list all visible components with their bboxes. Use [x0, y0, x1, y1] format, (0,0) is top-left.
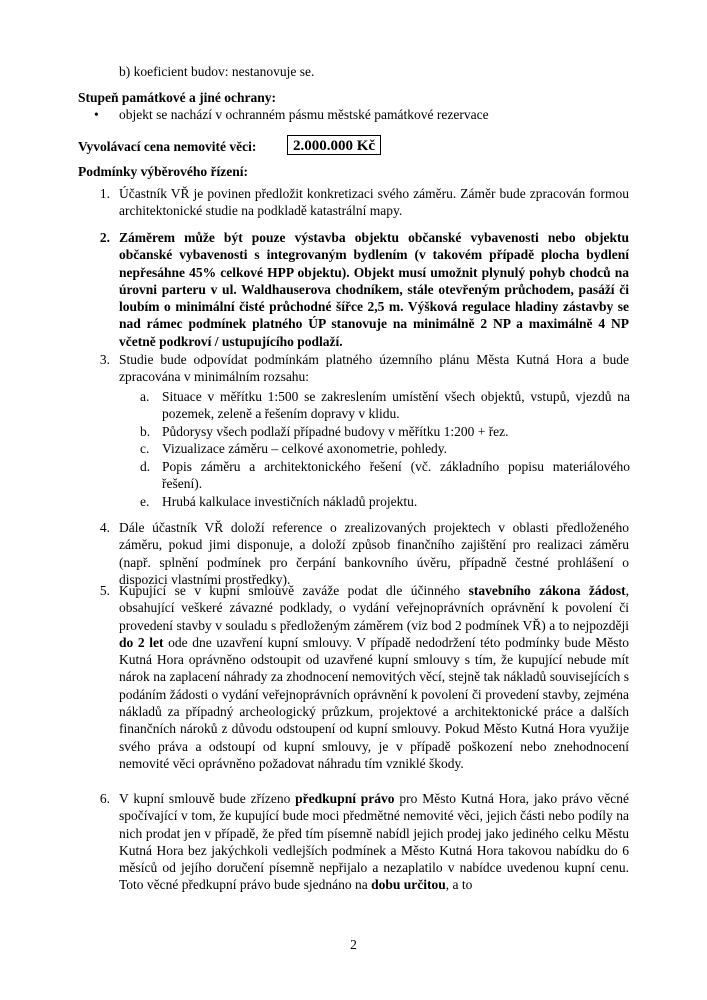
subitem-text: Situace v měřítku 1:500 se zakreslením umístění všech objektů, vstupů, vjezdů na pozemek, zeleně a řešením dopravy v klidu.	[162, 389, 630, 422]
item-text-part: Kupující se v kupní smlouvě zaváže podat dle účinného	[119, 583, 469, 598]
protection-heading: Stupeň památkové a jiné ochrany:	[78, 90, 277, 105]
item-number: 4.	[99, 520, 110, 535]
coefficient-line: b) koeficient budov: nestanovuje se.	[119, 64, 315, 79]
item-text	[119, 790, 629, 894]
item-text: Účastník VŘ je povinen předložit konkretizaci svého záměru. Záměr bude zpracován formou architektonické studie na podkladě katastrální mapy.	[119, 186, 629, 219]
item-text-part: pro Město Kutná Hora, jako právo věcné spočívající v tom, že kupující bude moci předmětné nemovité věci, jejich části nebo podíly na nich prodat jen v případě, že před tím písemně nabídl jejich prodej jako jediného celku Městu Kutná Hora bez jakýchkoli vedlejších podmínek a Město Kutná Hora takovou nabídku do 6 měsíců od jejího doručení písemně nepřijalo a nezaplatilo v nabídce uvedenou kupní cenu. Toto věcné předkupní právo bude sjednáno na	[119, 791, 629, 893]
conditions-heading: Podmínky výběrového řízení:	[78, 164, 248, 179]
item-text: Záměrem může být pouze výstavba objektu občanské vybavenosti nebo objektu občanské vybavenosti s integrovaným bydlením (v takovém případě plocha bydlení nepřesáhne 45% celkové HPP objektu). Objekt musí umožnit plynulý pohyb chodců na úrovni parteru v ul. Waldhauserova chodníkem, stále otevřeným průchodem, pasáží či loubím o minimální čisté průchodné šířce 2,5 m. Výšková regulace hladiny zástavby se nad rámec podmínek platného ÚP stanovuje na minimálně 2 NP a maximálně 4 NP včetně podkroví / ustupujícího podlaží.	[119, 230, 629, 349]
subitem-letter: e.	[140, 494, 150, 509]
item-number: 1.	[99, 186, 110, 201]
item-number: 2.	[99, 230, 110, 245]
item-text: Dále účastník VŘ doloží reference o zrealizovaných projektech v oblasti předloženého záměru, pokud jimi disponuje, a doloží způsob finančního zajištění pro realizaci záměru (např. splnění podmínek pro čerpání bankovního úvěru, případně čestné prohlášení o dispozici vlastními prostředky).	[119, 520, 629, 587]
item-text-part: , obsahující veškeré závazné podklady, o vydání veřejnoprávních oprávnění k povolení či provedení stavby v souladu s předloženým záměrem (viz bod 2 podmínek VŘ) a to nejpozději	[119, 583, 630, 633]
price-label: Vyvolávací cena nemovité věci:	[78, 139, 257, 154]
item-text	[119, 582, 629, 772]
subitem-text: Hrubá kalkulace investičních nákladů projektu.	[162, 494, 418, 509]
item-number: 3.	[99, 352, 110, 367]
subitem-text: Půdorysy všech podlaží případné budovy v měřítku 1:200 + řez.	[162, 424, 509, 439]
bullet-icon: •	[94, 107, 99, 122]
item-text-part: , a to	[445, 877, 473, 893]
subitem-letter: b.	[140, 424, 151, 439]
item-text-part: V kupní smlouvě bude zřízeno	[119, 791, 296, 806]
subitem-letter: c.	[140, 441, 150, 456]
item-text: Studie bude odpovídat podmínkám platného územního plánu Města Kutná Hora a bude zpracována v minimálním rozsahu:	[119, 352, 629, 385]
subitem-letter: d.	[140, 459, 151, 474]
protection-item: objekt se nachází v ochranném pásmu městské památkové rezervace	[119, 107, 489, 122]
subitem-text: Vizualizace záměru – celkové axonometrie, pohledy.	[162, 441, 448, 456]
subitem-text: Popis záměru a architektonického řešení (vč. základního popisu materiálového řešení).	[162, 459, 630, 492]
item-text-part: ode dne uzavření kupní smlouvy. V případě nedodržení této podmínky bude Město Kutná Hora oprávněno odstoupit od uzavřené kupní smlouvy s tím, že kupující nebude mít nárok na zaplacení náhrady za zhodnocení nemovitých věcí, stejně tak nákladů souvisejících s podáním žádosti o vydání veřejnoprávních oprávnění k povolení či provedení stavby, zejména nákladů za případný archeologický průzkum, projektové a architektonické práce a dalších finančních nároků z důvodu odstoupení od kupní smlouvy. Pokud Město Kutná Hora využije svého práva a odstoupí od kupní smlouvy, je v případě poškození nebo znehodnocení nemovité věci oprávněno požadovat náhradu tím vzniklé škody.	[119, 634, 629, 771]
item-text-bold: do 2 let	[119, 634, 164, 650]
subitem-letter: a.	[140, 389, 150, 404]
page-number: 2	[350, 937, 357, 952]
item-number: 5.	[99, 583, 110, 598]
item-text-bold: dobu určitou	[371, 877, 446, 893]
item-text-bold: stavebního zákona žádost	[468, 583, 626, 598]
item-number: 6.	[99, 791, 110, 806]
item-text-bold: předkupní právo	[295, 791, 395, 806]
price-value-box: 2.000.000 Kč	[287, 135, 381, 155]
